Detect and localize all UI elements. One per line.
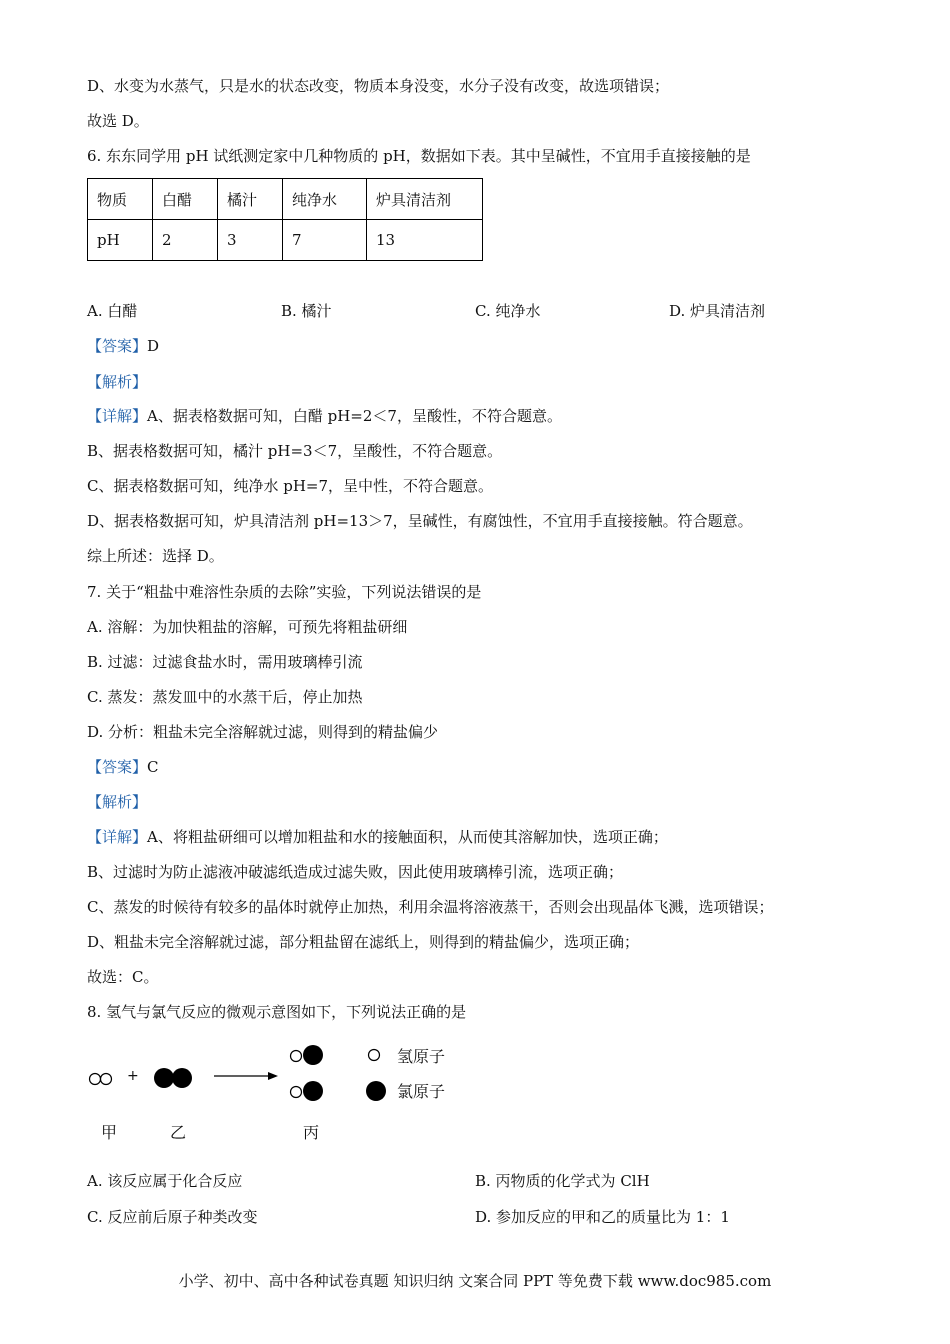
q6-detail-d: D、据表格数据可知，炉具清洁剂 pH=13＞7，呈碱性，有腐蚀性，不宜用手直接接触。符合题意。 — [87, 512, 753, 530]
table-cell: 3 — [218, 220, 283, 261]
q7-summary: 故选：C。 — [87, 968, 159, 986]
q6-answer — [87, 336, 159, 356]
hydrogen-atom — [291, 1051, 302, 1062]
q6-analysis: 【解析】 — [87, 373, 148, 391]
q6-detail-b: B、据表格数据可知，橘汁 pH=3＜7，呈酸性，不符合题意。 — [87, 442, 503, 460]
legend-chlorine-icon — [366, 1081, 386, 1101]
q6-option-c: C. 纯净水 — [475, 302, 541, 320]
question-7: 7. 关于“粗盐中难溶性杂质的去除”实验，下列说法错误的是 — [87, 583, 482, 601]
answer-value: D — [147, 337, 160, 355]
table-cell: 纯净水 — [283, 179, 367, 220]
q7-option-a: A. 溶解：为加快粗盐的溶解，可预先将粗盐研细 — [87, 618, 408, 636]
q7-detail-b: B、过滤时为防止滤液冲破滤纸造成过滤失败，因此使用玻璃棒引流，选项正确； — [87, 863, 624, 881]
line-l1: D、水变为水蒸气，只是水的状态改变，物质本身没变，水分子没有改变，故选项错误； — [87, 77, 670, 95]
table-cell: 白醋 — [153, 179, 218, 220]
hydrogen-atom — [101, 1074, 112, 1085]
table-cell: 炉具清洁剂 — [367, 179, 483, 220]
hydrogen-atom — [291, 1087, 302, 1098]
q7-option-c: C. 蒸发：蒸发皿中的水蒸干后，停止加热 — [87, 688, 363, 706]
table-cell: 2 — [153, 220, 218, 261]
q8-option-c: C. 反应前后原子种类改变 — [87, 1208, 258, 1226]
detail-text: A、将粗盐研细可以增加粗盐和水的接触面积，从而使其溶解加快，选项正确； — [147, 828, 668, 846]
chlorine-atom — [303, 1045, 323, 1065]
q6-option-b: B. 橘汁 — [281, 302, 332, 320]
q6-summary: 综上所述：选择 D。 — [87, 547, 224, 565]
q6-detail-c: C、据表格数据可知，纯净水 pH=7，呈中性，不符合题意。 — [87, 477, 494, 495]
label-bing: 丙 — [303, 1123, 320, 1142]
table-cell: 物质 — [88, 179, 153, 220]
chlorine-atom — [154, 1068, 174, 1088]
q7-analysis: 【解析】 — [87, 793, 148, 811]
q6-detail-a — [87, 406, 562, 426]
q7-option-d: D. 分析：粗盐未完全溶解就过滤，则得到的精盐偏少 — [87, 723, 439, 741]
q7-detail-d: D、粗盐未完全溶解就过滤，部分粗盐留在滤纸上，则得到的精盐偏少，选项正确； — [87, 933, 640, 951]
answer-tag: 【答案】 — [87, 758, 148, 776]
q7-answer — [87, 757, 159, 777]
table-cell: pH — [88, 220, 153, 261]
label-jia: 甲 — [101, 1123, 118, 1142]
detail-tag: 【详解】 — [87, 407, 148, 425]
answer-tag: 【答案】 — [87, 337, 148, 355]
label-yi: 乙 — [170, 1123, 187, 1142]
legend-chlorine-label: 氯原子 — [397, 1082, 446, 1101]
detail-tag: 【详解】 — [87, 828, 148, 846]
q6-option-d: D. 炉具清洁剂 — [669, 302, 766, 320]
table-cell: 7 — [283, 220, 367, 261]
question-8: 8. 氢气与氯气反应的微观示意图如下，下列说法正确的是 — [87, 1003, 467, 1021]
table-row — [88, 220, 483, 261]
question-6: 6. 东东同学用 pH 试纸测定家中几种物质的 pH，数据如下表。其中呈碱性，不宜用手直接接触的是 — [87, 147, 751, 165]
q8-option-d: D. 参加反应的甲和乙的质量比为 1：1 — [475, 1208, 730, 1226]
chlorine-atom — [172, 1068, 192, 1088]
q6-option-a: A. 白醋 — [87, 302, 138, 320]
chlorine-atom — [303, 1081, 323, 1101]
q8-option-b: B. 丙物质的化学式为 ClH — [475, 1172, 650, 1190]
q7-option-b: B. 过滤：过滤食盐水时，需用玻璃棒引流 — [87, 653, 363, 671]
table-row — [88, 179, 483, 220]
plus-sign: + — [127, 1068, 139, 1084]
q8-option-a: A. 该反应属于化合反应 — [87, 1172, 243, 1190]
line-l2: 故选 D。 — [87, 112, 149, 130]
q7-detail-a — [87, 827, 668, 847]
answer-value: C — [147, 758, 159, 776]
detail-text: A、据表格数据可知，白醋 pH=2＜7，呈酸性，不符合题意。 — [147, 407, 562, 425]
legend-hydrogen-icon — [369, 1050, 380, 1061]
arrowhead-icon — [268, 1072, 278, 1080]
table-cell: 13 — [367, 220, 483, 261]
page-footer: 小学、初中、高中各种试卷真题 知识归纳 文案合同 PPT 等免费下载 www.doc985.com — [178, 1272, 772, 1290]
legend-hydrogen-label: 氢原子 — [397, 1047, 446, 1066]
ph-table — [87, 178, 483, 261]
q7-detail-c: C、蒸发的时候待有较多的晶体时就停止加热，利用余温将溶液蒸干，否则会出现晶体飞溅，选项错误； — [87, 898, 774, 916]
table-cell: 橘汁 — [218, 179, 283, 220]
hydrogen-atom — [90, 1074, 101, 1085]
